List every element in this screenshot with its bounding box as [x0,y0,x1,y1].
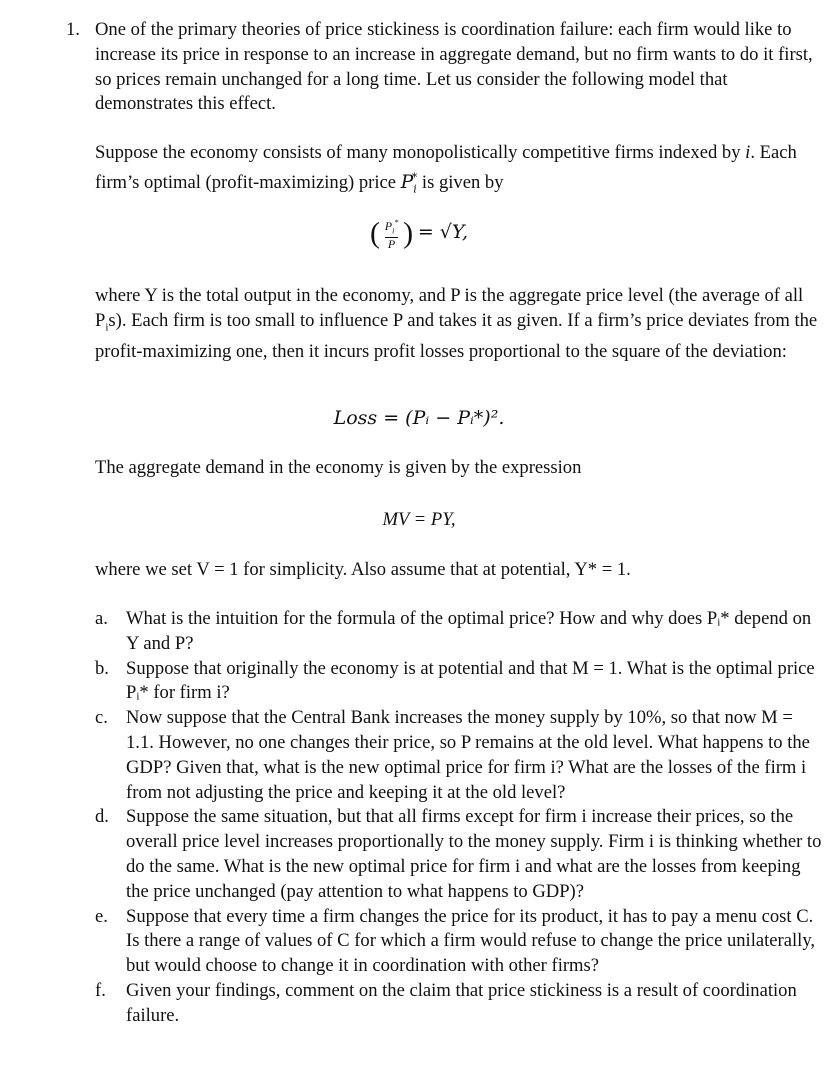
item-text: What is the intuition for the formula of the optimal price? How and why does Pᵢ* depend on Y and P? [126,608,812,654]
item-text: Suppose that every time a firm changes the price for its product, it has to pay a menu cost C. Is there a range of values of C for which a firm would refuse to change the price unilaterally, but would choose to change it in coordination with other firms? [126,905,816,977]
assumption-text: where we set V = 1 for simplicity. Also assume that at potential, Y* = 1. [95,559,631,580]
fraction-numerator: $P_i^*$ [384,218,399,236]
question-intro: One of the primary theories of price stickiness is coordination failure: each firm would like to increase its price in response to an increase in aggregate demand, but no firm wants to do it first, so prices remain unchanged for a long time. Let us consider the following model that demonstrates this effect. [95,19,813,115]
price-ratio-fraction [385,216,399,251]
optimal-price-equation [0,216,838,251]
quantity-equation: MV = PY, [382,509,456,530]
item-text: Suppose the same situation, but that all firms except for firm i increase their prices, so the overall price level increases proportionally to the money supply. Firm i is thinking whether to do the same. What is the new optimal price for firm i and what are the losses from keeping the price unchanged (pay attention to what happens to GDP)? [126,806,822,902]
item-label: b. [95,657,109,679]
item-label: d. [95,806,109,828]
model-setup [95,141,825,203]
question-number: 1. [66,19,80,40]
fraction-denominator: P [387,237,396,252]
item-text: Given your findings, comment on the claim that price stickiness is a result of coordination failure. [126,979,797,1026]
where-text-2: s). Each firm is too small to influence P and takes it as given. If a firm’s price deviates from the profit-maximizing one, then it incurs profit losses proportional to the square of the deviation: [95,309,818,363]
list-item [95,657,825,707]
setup-text-b: . Each firm’s optimal (profit-maximizing) price [95,142,797,193]
eq1-rhs: = √Y, [417,221,469,244]
item-text: Now suppose that the Central Bank increases the money supply by 10%, so that now M = 1.1. However, no one changes their price, so P remains at the old level. What happens to the GDP? Given that, what is the new optimal price for firm i? What are the losses of the firm i from not adjusting the price and keeping it at the old level? [126,707,810,803]
list-item [95,706,825,805]
setup-text-c: is given by [421,171,504,193]
setup-text-a: Suppose the economy consists of many monopolistically competitive firms indexed by [95,142,741,163]
model-description: where Y is the total output in the economy, and P is the aggregate price level (the average of all $P_is$). Each firm is too small to influence P and takes it as given. If a firm’s price deviates from the profit-maximizing one, then it incurs profit losses proportional to the square of the deviation: [95,285,818,363]
list-item [95,979,825,1029]
item-label: e. [95,905,108,927]
item-text: Suppose that originally the economy is at potential and that M = 1. What is the optimal price Pᵢ* for firm i? [126,657,815,704]
demand-text: The aggregate demand in the economy is given by the expression [95,457,582,478]
optimal-price-symbol: $P_i^*$ [400,170,418,196]
right-paren: ) [403,216,414,250]
item-label: c. [95,707,108,729]
where-text-1: where Y is the total output in the economy, and P is the aggregate price level (the average of all P [95,285,804,331]
list-item [95,905,825,979]
list-item [95,607,825,657]
loss-equation: Loss = (Pᵢ − Pᵢ*)². [333,407,505,429]
setup-var: i [745,142,751,163]
left-paren: ( [369,216,380,250]
list-item [95,805,825,904]
item-label: a. [95,608,108,629]
sub-questions [95,607,825,1029]
item-label: f. [95,979,106,1001]
